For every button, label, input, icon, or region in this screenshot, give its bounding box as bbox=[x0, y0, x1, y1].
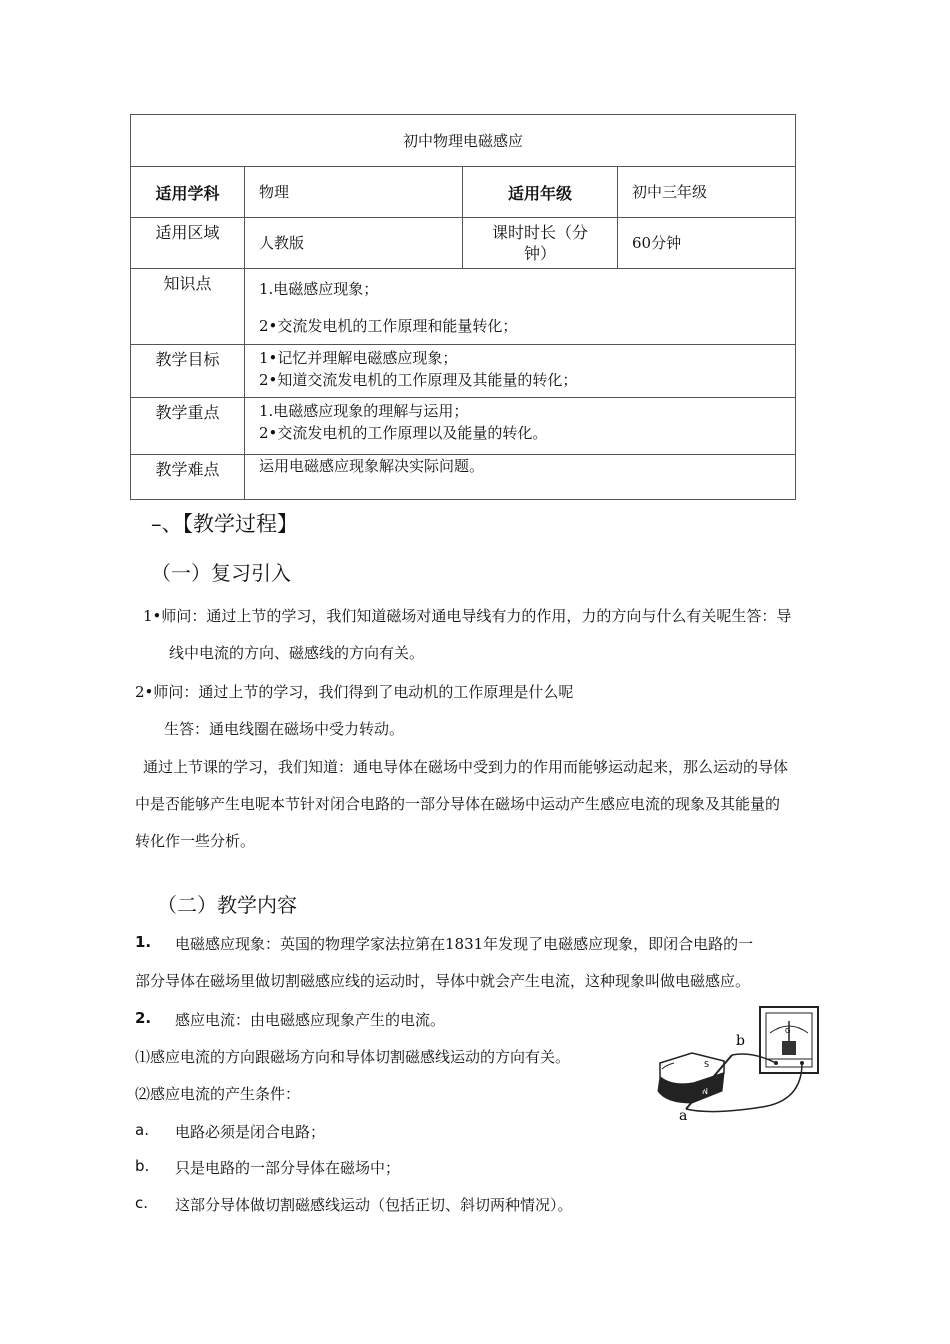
knowledge-label: 知识点 bbox=[131, 269, 245, 345]
item2-number: 2. bbox=[135, 1009, 152, 1027]
condition-b-text: 只是电路的一部分导体在磁场中； bbox=[175, 1159, 401, 1177]
section2-heading: （二）教学内容 bbox=[157, 893, 297, 917]
condition-a-label: a. bbox=[135, 1121, 149, 1139]
lesson-title: 初中物理电磁感应 bbox=[131, 115, 796, 167]
goal-item-1: 1•记忆并理解电磁感应现象； bbox=[259, 349, 458, 367]
subject-label: 适用学科 bbox=[131, 167, 245, 218]
sub-point-2: ⑵感应电流的产生条件： bbox=[135, 1085, 301, 1103]
duration-label bbox=[463, 218, 618, 269]
difficulty-content bbox=[245, 455, 796, 500]
galvanometer-g-label: G bbox=[785, 1027, 791, 1035]
magnet-s-label: S bbox=[704, 1060, 710, 1069]
goal-item-2: 2•知道交流发电机的工作原理及其能量的转化； bbox=[259, 371, 578, 389]
region-value: 人教版 bbox=[245, 218, 463, 269]
item1-line1: 电磁感应现象：英国的物理学家法拉第在1831年发现了电磁感应现象，即闭合电路的一 bbox=[175, 935, 754, 953]
focus-item-2: 2•交流发电机的工作原理以及能量的转化。 bbox=[259, 424, 548, 442]
knowledge-content bbox=[245, 269, 796, 345]
galvanometer-coil bbox=[782, 1041, 796, 1055]
q1-line2: 线中电流的方向、磁感线的方向有关。 bbox=[169, 644, 425, 662]
intro-para-line1: 通过上节课的学习，我们知道：通电导体在磁场中受到力的作用而能够运动起来，那么运动的导体 bbox=[143, 758, 789, 776]
induction-experiment-figure bbox=[652, 1003, 822, 1123]
focus-label: 教学重点 bbox=[131, 398, 245, 455]
condition-c-text: 这部分导体做切割磁感线运动（包括正切、斜切两种情况）。 bbox=[175, 1196, 573, 1214]
q2-line1: 2•师问：通过上节的学习，我们得到了电动机的工作原理是什么呢 bbox=[135, 683, 574, 701]
condition-c-label: c. bbox=[135, 1194, 149, 1212]
condition-b-label: b. bbox=[135, 1157, 150, 1175]
duration-value: 60分钟 bbox=[618, 218, 796, 269]
label-a: a bbox=[679, 1108, 688, 1123]
intro-para-line2: 中是否能够产生电呢本节针对闭合电路的一部分导体在磁场中运动产生感应电流的现象及其能量的 bbox=[135, 795, 781, 813]
section1-heading: （一）复习引入 bbox=[151, 561, 291, 585]
grade-value: 初中三年级 bbox=[618, 167, 796, 218]
difficulty-label: 教学难点 bbox=[131, 455, 245, 500]
intro-para-line3: 转化作一些分析。 bbox=[135, 832, 256, 850]
lesson-info-table bbox=[130, 114, 796, 500]
magnet-n-label: N bbox=[702, 1087, 708, 1096]
grade-label: 适用年级 bbox=[463, 167, 618, 218]
difficulty-item-1: 运用电磁感应现象解决实际问题。 bbox=[259, 457, 485, 475]
q1-line1: 1•师问：通过上节的学习，我们知道磁场对通电导线有力的作用，力的方向与什么有关呢生答：导 bbox=[143, 607, 792, 625]
region-label: 适用区域 bbox=[131, 218, 245, 269]
process-heading: –、【教学过程】 bbox=[151, 512, 298, 536]
knowledge-item-2: 2•交流发电机的工作原理和能量转化； bbox=[259, 317, 518, 335]
condition-a-text: 电路必须是闭合电路； bbox=[175, 1123, 326, 1141]
knowledge-item-1: 1.电磁感应现象； bbox=[259, 280, 379, 298]
sub-point-1: ⑴感应电流的方向跟磁场方向和导体切割磁感线运动的方向有关。 bbox=[135, 1048, 571, 1066]
item2-text: 感应电流：由电磁感应现象产生的电流。 bbox=[175, 1011, 446, 1029]
label-b: b bbox=[736, 1033, 745, 1049]
duration-label-line1: 课时时长（分 bbox=[491, 223, 588, 242]
item1-number: 1. bbox=[135, 933, 152, 951]
focus-content bbox=[245, 398, 796, 455]
goal-label: 教学目标 bbox=[131, 345, 245, 398]
duration-label-line2: 钟） bbox=[523, 244, 556, 263]
focus-item-1: 1.电磁感应现象的理解与运用； bbox=[259, 402, 469, 420]
item1-line2: 部分导体在磁场里做切割磁感应线的运动时，导体中就会产生电流，这种现象叫做电磁感应。 bbox=[135, 972, 751, 990]
q2-line2: 生答：通电线圈在磁场中受力转动。 bbox=[164, 720, 405, 738]
goal-content bbox=[245, 345, 796, 398]
subject-value: 物理 bbox=[245, 167, 463, 218]
